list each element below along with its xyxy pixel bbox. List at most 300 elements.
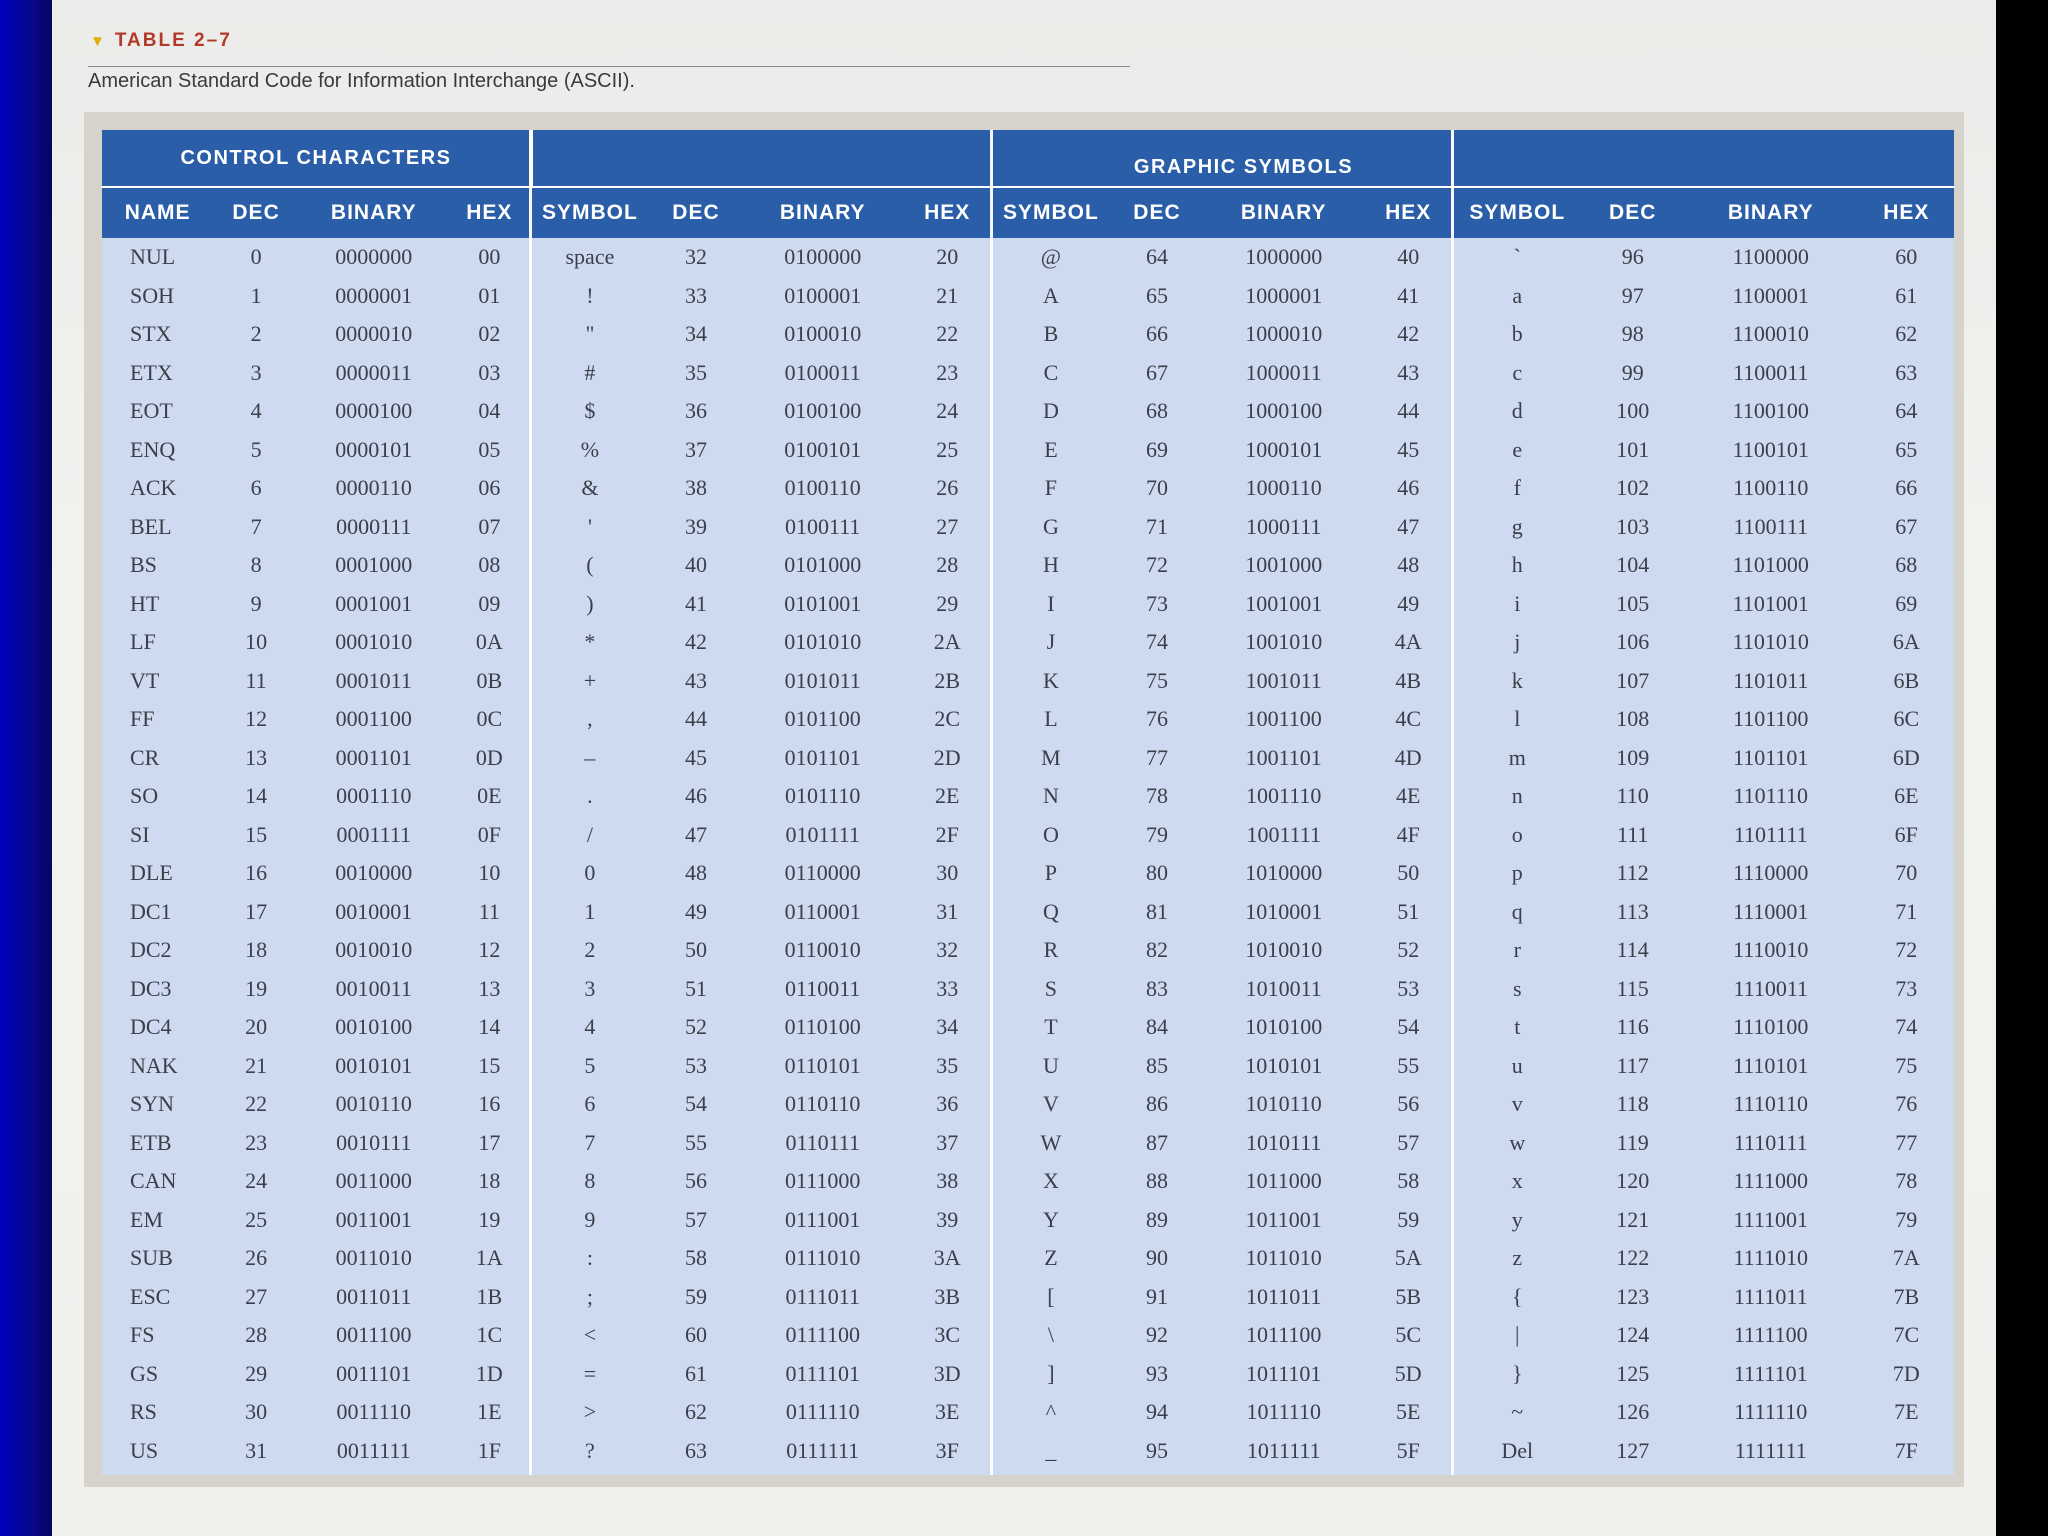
name-cell: SI bbox=[130, 821, 150, 847]
hex-cell: 02 bbox=[478, 321, 501, 346]
col-header: SYMBOL bbox=[1003, 201, 1099, 224]
binary-cell: 1011110 bbox=[1246, 1399, 1321, 1424]
hex-cell: 4F bbox=[1396, 821, 1420, 847]
symbol-cell: / bbox=[586, 821, 593, 847]
hex-cell: 3A bbox=[933, 1245, 961, 1270]
symbol-cell: V bbox=[1042, 1091, 1059, 1116]
symbol-cell: u bbox=[1511, 1052, 1523, 1078]
binary-cell: 0110001 bbox=[784, 898, 861, 924]
binary-cell: 1010011 bbox=[1245, 975, 1322, 1001]
dec-cell: 31 bbox=[245, 1437, 268, 1463]
graphic-symbols-header: GRAPHIC SYMBOLS bbox=[530, 130, 1954, 186]
binary-cell: 0010110 bbox=[335, 1091, 412, 1116]
table-row bbox=[102, 585, 1954, 623]
hex-cell: 24 bbox=[936, 398, 959, 423]
hex-cell: 1F bbox=[477, 1437, 501, 1463]
name-cell: SYN bbox=[130, 1091, 175, 1116]
hex-cell: 2F bbox=[935, 821, 959, 847]
ascii-table bbox=[102, 130, 1954, 1475]
name-cell: BEL bbox=[130, 513, 172, 539]
binary-cell: 0010111 bbox=[336, 1129, 412, 1155]
hex-cell: 61 bbox=[1895, 282, 1918, 308]
hex-cell: 1C bbox=[476, 1322, 503, 1347]
hex-cell: 21 bbox=[936, 282, 959, 308]
binary-cell: 0110011 bbox=[785, 975, 861, 1001]
dec-cell: 41 bbox=[684, 590, 707, 616]
binary-cell: 1011111 bbox=[1246, 1437, 1321, 1463]
hex-cell: 18 bbox=[478, 1168, 501, 1193]
symbol-cell: 5 bbox=[584, 1052, 596, 1078]
table-row bbox=[102, 662, 1954, 700]
symbol-cell: Del bbox=[1501, 1437, 1534, 1463]
dec-cell: 14 bbox=[245, 783, 268, 808]
binary-cell: 0100111 bbox=[785, 513, 861, 539]
name-cell: LF bbox=[130, 629, 156, 654]
binary-cell: 1100111 bbox=[1733, 513, 1809, 539]
hex-cell: 5E bbox=[1395, 1399, 1421, 1424]
col-header: DEC bbox=[232, 201, 280, 224]
binary-cell: 1100010 bbox=[1732, 321, 1809, 346]
binary-cell: 1100110 bbox=[1733, 475, 1809, 500]
dec-cell: 27 bbox=[245, 1283, 268, 1309]
symbol-cell: + bbox=[583, 667, 597, 693]
table-row bbox=[102, 315, 1954, 353]
hex-cell: 20 bbox=[936, 244, 959, 269]
symbol-cell: ^ bbox=[1045, 1399, 1057, 1424]
table-row bbox=[102, 777, 1954, 815]
hex-cell: 49 bbox=[1397, 590, 1420, 616]
binary-cell: 0101010 bbox=[784, 629, 862, 654]
hex-cell: 71 bbox=[1895, 898, 1918, 924]
hex-cell: 6D bbox=[1892, 744, 1920, 770]
hex-cell: 10 bbox=[478, 860, 501, 885]
col-header: BINARY bbox=[1240, 201, 1327, 224]
dec-cell: 109 bbox=[1616, 744, 1650, 770]
binary-cell: 1110010 bbox=[1733, 937, 1809, 962]
dec-cell: 17 bbox=[245, 898, 268, 924]
binary-cell: 0000001 bbox=[335, 282, 413, 308]
column-header-row bbox=[102, 186, 1954, 238]
dec-cell: 33 bbox=[684, 282, 707, 308]
binary-cell: 1000101 bbox=[1245, 436, 1323, 462]
binary-cell: 0101000 bbox=[784, 552, 862, 577]
dec-cell: 89 bbox=[1145, 1206, 1168, 1232]
hex-cell: 19 bbox=[478, 1206, 501, 1232]
binary-cell: 1111100 bbox=[1733, 1322, 1808, 1347]
symbol-cell: 1 bbox=[584, 898, 596, 924]
dec-cell: 114 bbox=[1616, 937, 1649, 962]
hex-cell: 55 bbox=[1397, 1052, 1420, 1078]
dec-cell: 105 bbox=[1616, 590, 1650, 616]
symbol-cell: q bbox=[1511, 898, 1523, 924]
dec-cell: 0 bbox=[250, 244, 262, 269]
dec-cell: 73 bbox=[1145, 590, 1168, 616]
hex-cell: 40 bbox=[1397, 244, 1420, 269]
table-row bbox=[102, 238, 1954, 276]
binary-cell: 1101010 bbox=[1732, 629, 1809, 654]
binary-cell: 1101000 bbox=[1732, 552, 1809, 577]
dec-cell: 116 bbox=[1616, 1014, 1649, 1039]
col-header: HEX bbox=[1385, 201, 1432, 224]
binary-cell: 0101011 bbox=[784, 667, 861, 693]
binary-cell: 1001010 bbox=[1245, 629, 1323, 654]
name-cell: VT bbox=[130, 667, 160, 693]
hex-cell: 13 bbox=[478, 975, 501, 1001]
symbol-cell: 2 bbox=[584, 937, 596, 962]
symbol-cell: I bbox=[1047, 590, 1055, 616]
dec-cell: 69 bbox=[1145, 436, 1168, 462]
binary-cell: 1000110 bbox=[1245, 475, 1322, 500]
dec-cell: 99 bbox=[1621, 359, 1644, 385]
table-label-text: TABLE 2–7 bbox=[114, 30, 232, 51]
dec-cell: 46 bbox=[684, 783, 707, 808]
hex-cell: 11 bbox=[478, 898, 500, 924]
dec-cell: 40 bbox=[684, 552, 707, 577]
dec-cell: 67 bbox=[1145, 359, 1168, 385]
binary-cell: 1101101 bbox=[1733, 744, 1809, 770]
binary-cell: 1111010 bbox=[1733, 1245, 1809, 1270]
binary-cell: 1001101 bbox=[1245, 744, 1322, 770]
dec-cell: 32 bbox=[684, 244, 707, 269]
dec-cell: 66 bbox=[1145, 321, 1168, 346]
dec-cell: 98 bbox=[1621, 321, 1644, 346]
binary-cell: 1111111 bbox=[1734, 1437, 1807, 1463]
binary-cell: 1000000 bbox=[1245, 244, 1323, 269]
hex-cell: 0F bbox=[477, 821, 501, 847]
hex-cell: 0A bbox=[475, 629, 503, 654]
table-row bbox=[102, 739, 1954, 777]
binary-cell: 0111000 bbox=[785, 1168, 861, 1193]
hex-cell: 68 bbox=[1895, 552, 1918, 577]
name-cell: DC1 bbox=[130, 898, 172, 924]
name-cell: ENQ bbox=[130, 436, 176, 462]
hex-cell: 42 bbox=[1397, 321, 1420, 346]
name-cell: FF bbox=[130, 706, 155, 731]
binary-cell: 0110110 bbox=[785, 1091, 861, 1116]
binary-cell: 0011011 bbox=[336, 1283, 412, 1309]
binary-cell: 0011110 bbox=[336, 1399, 412, 1424]
dec-cell: 100 bbox=[1616, 398, 1650, 423]
hex-cell: 23 bbox=[936, 359, 959, 385]
symbol-cell: d bbox=[1511, 398, 1523, 423]
dec-cell: 121 bbox=[1616, 1206, 1650, 1232]
symbol-cell: P bbox=[1044, 860, 1058, 885]
binary-cell: 0110101 bbox=[784, 1052, 861, 1078]
binary-cell: 0111110 bbox=[785, 1399, 860, 1424]
name-cell: STX bbox=[130, 321, 172, 346]
symbol-cell: ~ bbox=[1511, 1399, 1524, 1424]
table-label bbox=[90, 30, 232, 52]
dec-cell: 34 bbox=[684, 321, 707, 346]
dec-cell: 79 bbox=[1145, 821, 1168, 847]
hex-cell: 66 bbox=[1895, 475, 1918, 500]
dec-cell: 65 bbox=[1145, 282, 1168, 308]
hex-cell: 79 bbox=[1895, 1206, 1918, 1232]
symbol-cell: o bbox=[1511, 821, 1523, 847]
control-characters-header: CONTROL CHARACTERS bbox=[102, 130, 530, 186]
dec-cell: 106 bbox=[1616, 629, 1650, 654]
table-row bbox=[102, 970, 1954, 1008]
table-row bbox=[102, 1047, 1954, 1085]
hex-cell: 75 bbox=[1895, 1052, 1918, 1078]
binary-cell: 0001010 bbox=[335, 629, 413, 654]
dec-cell: 117 bbox=[1616, 1052, 1649, 1078]
dec-cell: 125 bbox=[1616, 1360, 1650, 1386]
binary-cell: 0001111 bbox=[336, 821, 412, 847]
dec-cell: 110 bbox=[1616, 783, 1649, 808]
symbol-cell: F bbox=[1044, 475, 1058, 500]
col-header: SYMBOL bbox=[542, 201, 638, 224]
binary-cell: 0000010 bbox=[335, 321, 413, 346]
table-row bbox=[102, 1393, 1954, 1431]
name-cell: SUB bbox=[130, 1245, 173, 1270]
name-cell: ETX bbox=[130, 359, 173, 385]
triangle-icon: ▼ bbox=[90, 33, 107, 50]
binary-cell: 1001011 bbox=[1245, 667, 1322, 693]
binary-cell: 0110100 bbox=[784, 1014, 861, 1039]
dec-cell: 37 bbox=[684, 436, 707, 462]
dec-cell: 50 bbox=[684, 937, 707, 962]
hex-cell: 03 bbox=[478, 359, 501, 385]
dec-cell: 84 bbox=[1145, 1014, 1168, 1039]
dec-cell: 16 bbox=[245, 860, 268, 885]
dec-cell: 88 bbox=[1145, 1168, 1168, 1193]
table-row bbox=[102, 1124, 1954, 1162]
symbol-cell: 9 bbox=[584, 1206, 596, 1232]
hex-cell: 07 bbox=[478, 513, 501, 539]
name-cell: DC3 bbox=[130, 975, 172, 1001]
hex-cell: 01 bbox=[478, 282, 501, 308]
binary-cell: 1111101 bbox=[1733, 1360, 1808, 1386]
binary-cell: 0101110 bbox=[785, 783, 861, 808]
symbol-cell: ; bbox=[586, 1283, 593, 1309]
binary-cell: 0001110 bbox=[336, 783, 412, 808]
binary-cell: 1110110 bbox=[1733, 1091, 1809, 1116]
binary-cell: 0000011 bbox=[335, 359, 412, 385]
hex-cell: 4C bbox=[1395, 706, 1422, 731]
symbol-cell: e bbox=[1512, 436, 1523, 462]
binary-cell: 0100101 bbox=[784, 436, 862, 462]
dec-cell: 44 bbox=[684, 706, 707, 731]
dec-cell: 63 bbox=[684, 1437, 707, 1463]
symbol-cell: k bbox=[1511, 667, 1523, 693]
binary-cell: 1111110 bbox=[1734, 1399, 1808, 1424]
hex-cell: 1B bbox=[476, 1283, 503, 1309]
name-cell: CAN bbox=[130, 1168, 177, 1193]
hex-cell: 4D bbox=[1394, 744, 1422, 770]
binary-cell: 0110000 bbox=[784, 860, 861, 885]
dec-cell: 10 bbox=[245, 629, 268, 654]
dec-cell: 7 bbox=[250, 513, 262, 539]
name-cell: ACK bbox=[130, 475, 177, 500]
binary-cell: 1111011 bbox=[1733, 1283, 1808, 1309]
symbol-cell: W bbox=[1040, 1129, 1062, 1155]
hex-cell: 15 bbox=[478, 1052, 501, 1078]
binary-cell: 0001011 bbox=[335, 667, 412, 693]
dec-cell: 15 bbox=[245, 821, 268, 847]
dec-cell: 8 bbox=[250, 552, 262, 577]
dec-cell: 48 bbox=[684, 860, 707, 885]
column-group-divider bbox=[529, 130, 532, 1475]
hex-cell: 1A bbox=[475, 1245, 503, 1270]
binary-cell: 0010100 bbox=[335, 1014, 413, 1039]
binary-cell: 0100110 bbox=[784, 475, 861, 500]
table-row bbox=[102, 277, 1954, 315]
symbol-cell: ) bbox=[586, 590, 594, 616]
name-cell: NAK bbox=[130, 1052, 178, 1078]
dec-cell: 6 bbox=[250, 475, 262, 500]
name-cell: DC2 bbox=[130, 937, 172, 962]
table-row bbox=[102, 931, 1954, 969]
binary-cell: 1010010 bbox=[1245, 937, 1323, 962]
symbol-cell: space bbox=[565, 244, 615, 269]
left-slide-bar bbox=[0, 0, 52, 1536]
symbol-cell: g bbox=[1511, 513, 1523, 539]
symbol-cell: m bbox=[1508, 744, 1526, 770]
symbol-cell: 6 bbox=[584, 1091, 596, 1116]
dec-cell: 122 bbox=[1616, 1245, 1650, 1270]
name-cell: GS bbox=[130, 1360, 159, 1386]
symbol-cell: T bbox=[1044, 1014, 1058, 1039]
hex-cell: 4A bbox=[1394, 629, 1422, 654]
dec-cell: 91 bbox=[1145, 1283, 1168, 1309]
binary-cell: 0000101 bbox=[335, 436, 413, 462]
hex-cell: 74 bbox=[1895, 1014, 1918, 1039]
hex-cell: 37 bbox=[936, 1129, 959, 1155]
table-row bbox=[102, 354, 1954, 392]
symbol-cell: f bbox=[1513, 475, 1521, 500]
symbol-cell: K bbox=[1042, 667, 1059, 693]
dec-cell: 118 bbox=[1616, 1091, 1649, 1116]
binary-cell: 1100100 bbox=[1732, 398, 1809, 423]
dec-cell: 74 bbox=[1145, 629, 1168, 654]
table-row bbox=[102, 469, 1954, 507]
symbol-cell: Y bbox=[1042, 1206, 1059, 1232]
dec-cell: 126 bbox=[1616, 1399, 1650, 1424]
hex-cell: 56 bbox=[1397, 1091, 1420, 1116]
binary-cell: 0100100 bbox=[784, 398, 862, 423]
symbol-cell: y bbox=[1511, 1206, 1523, 1232]
name-cell: US bbox=[130, 1437, 159, 1463]
dec-cell: 56 bbox=[684, 1168, 707, 1193]
symbol-cell: 4 bbox=[584, 1014, 596, 1039]
col-header: SYMBOL bbox=[1469, 201, 1566, 224]
name-cell: FS bbox=[130, 1322, 155, 1347]
symbol-cell: ' bbox=[587, 513, 592, 539]
hex-cell: 0D bbox=[475, 744, 503, 770]
hex-cell: 48 bbox=[1397, 552, 1420, 577]
table-row bbox=[102, 1278, 1954, 1316]
symbol-cell: h bbox=[1511, 552, 1523, 577]
dec-cell: 20 bbox=[245, 1014, 268, 1039]
hex-cell: 26 bbox=[936, 475, 959, 500]
hex-cell: 16 bbox=[478, 1091, 501, 1116]
dec-cell: 127 bbox=[1616, 1437, 1650, 1463]
hex-cell: 27 bbox=[936, 513, 959, 539]
hex-cell: 30 bbox=[936, 860, 959, 885]
dec-cell: 42 bbox=[684, 629, 707, 654]
hex-cell: 77 bbox=[1895, 1129, 1918, 1155]
binary-cell: 1110001 bbox=[1733, 898, 1809, 924]
hex-cell: 7D bbox=[1892, 1360, 1920, 1386]
symbol-cell: E bbox=[1044, 436, 1058, 462]
dec-cell: 112 bbox=[1616, 860, 1649, 885]
hex-cell: 0E bbox=[477, 783, 502, 808]
symbol-cell: w bbox=[1509, 1129, 1526, 1155]
hex-cell: 6C bbox=[1893, 706, 1920, 731]
hex-cell: 2E bbox=[934, 783, 960, 808]
binary-cell: 1010111 bbox=[1246, 1129, 1322, 1155]
table-row bbox=[102, 1432, 1954, 1470]
dec-cell: 120 bbox=[1616, 1168, 1650, 1193]
name-cell: CR bbox=[130, 744, 160, 770]
hex-cell: 36 bbox=[936, 1091, 959, 1116]
col-header: HEX bbox=[924, 201, 971, 224]
dec-cell: 13 bbox=[245, 744, 268, 770]
dec-cell: 77 bbox=[1145, 744, 1168, 770]
hex-cell: 25 bbox=[936, 436, 959, 462]
hex-cell: 39 bbox=[936, 1206, 959, 1232]
symbol-cell: 7 bbox=[584, 1129, 596, 1155]
symbol-cell: A bbox=[1042, 282, 1059, 308]
binary-cell: 1000010 bbox=[1245, 321, 1323, 346]
hex-cell: 3B bbox=[934, 1283, 961, 1309]
binary-cell: 0011001 bbox=[335, 1206, 412, 1232]
dec-cell: 68 bbox=[1145, 398, 1168, 423]
hex-cell: 6A bbox=[1892, 629, 1920, 654]
symbol-cell: : bbox=[586, 1245, 593, 1270]
dec-cell: 22 bbox=[245, 1091, 268, 1116]
hex-cell: 44 bbox=[1397, 398, 1420, 423]
hex-cell: 70 bbox=[1895, 860, 1918, 885]
binary-cell: 0000100 bbox=[335, 398, 413, 423]
binary-cell: 0000000 bbox=[335, 244, 413, 269]
dec-cell: 25 bbox=[245, 1206, 268, 1232]
binary-cell: 1011011 bbox=[1246, 1283, 1322, 1309]
name-cell: SO bbox=[130, 783, 159, 808]
hex-cell: 47 bbox=[1397, 513, 1420, 539]
binary-cell: 0110111 bbox=[785, 1129, 860, 1155]
symbol-cell: * bbox=[584, 629, 596, 654]
dec-cell: 75 bbox=[1145, 667, 1168, 693]
dec-cell: 94 bbox=[1145, 1399, 1168, 1424]
table-row bbox=[102, 546, 1954, 584]
symbol-cell: % bbox=[580, 436, 600, 462]
binary-cell: 1011100 bbox=[1246, 1322, 1322, 1347]
binary-cell: 0000110 bbox=[335, 475, 412, 500]
hex-cell: 09 bbox=[478, 590, 501, 616]
symbol-cell: a bbox=[1512, 282, 1523, 308]
binary-cell: 0100001 bbox=[784, 282, 862, 308]
symbol-cell: . bbox=[587, 783, 593, 808]
column-group-divider bbox=[990, 130, 993, 1475]
hex-cell: 0C bbox=[476, 706, 503, 731]
symbol-cell: n bbox=[1511, 783, 1523, 808]
dec-cell: 104 bbox=[1616, 552, 1650, 577]
dec-cell: 24 bbox=[245, 1168, 268, 1193]
symbol-cell: c bbox=[1512, 359, 1523, 385]
hex-cell: 4B bbox=[1395, 667, 1422, 693]
hex-cell: 06 bbox=[478, 475, 501, 500]
dec-cell: 95 bbox=[1145, 1437, 1168, 1463]
binary-cell: 1010000 bbox=[1245, 860, 1323, 885]
binary-cell: 0010101 bbox=[335, 1052, 413, 1078]
symbol-cell: ` bbox=[1513, 244, 1521, 269]
dec-cell: 47 bbox=[684, 821, 707, 847]
binary-cell: 1011010 bbox=[1245, 1245, 1322, 1270]
symbol-cell: S bbox=[1044, 975, 1058, 1001]
binary-cell: 0100011 bbox=[784, 359, 861, 385]
